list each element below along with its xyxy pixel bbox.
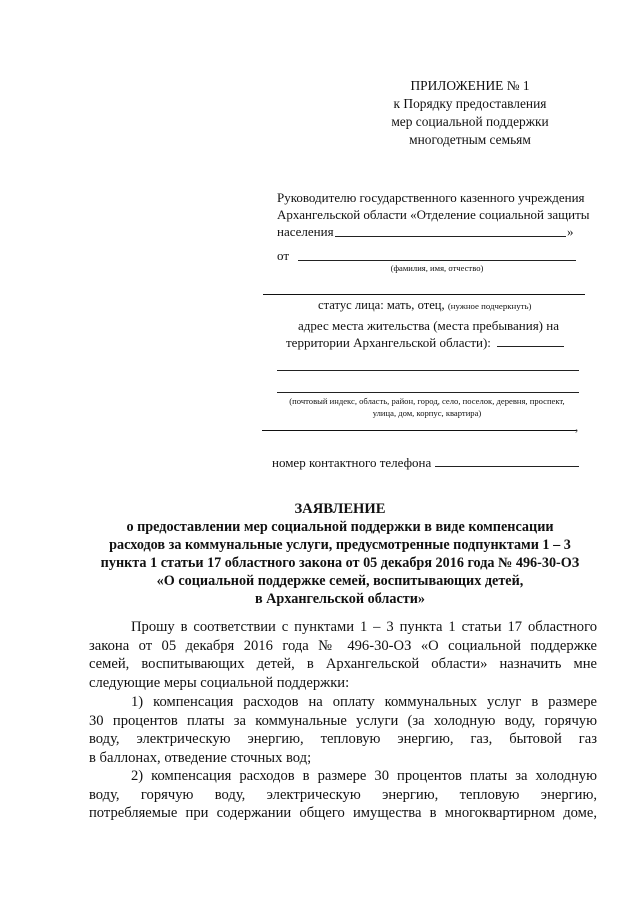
request-paragraph (89, 618, 597, 692)
phone-blank-line[interactable] (435, 466, 579, 467)
appendix-title: ПРИЛОЖЕНИЕ № 1 (410, 78, 530, 93)
heading-line: в Архангельской области» (254, 591, 426, 607)
heading-line: «О социальной поддержке семей, воспитывающих детей, (156, 573, 524, 589)
paragraph-line: 1) компенсация расходов на оплату коммунальных услуг в размере (131, 694, 597, 710)
separator-line (263, 294, 585, 295)
paragraph-line: семей, воспитывающих детей, в Архангельской области» назначить мне (89, 656, 597, 673)
heading-line: о предоставлении мер социальной поддержки в виде компенсации (126, 519, 554, 535)
appendix-line: мер социальной поддержки (391, 114, 549, 129)
paragraph-line: воду, горячую воду, электрическую энергию, тепловую энергию, (89, 786, 597, 803)
address-blank-line[interactable] (497, 346, 564, 347)
address-hint: улица, дом, корпус, квартира) (372, 408, 482, 418)
measure-item-1 (89, 693, 597, 767)
appendix-line: к Порядку предоставления (393, 96, 547, 111)
paragraph-line: следующие меры социальной поддержки: (89, 674, 350, 691)
addressee-line: Руководителю государственного казенного учреждения (277, 190, 585, 205)
paragraph-line: в баллонах, отведение сточных вод; (89, 749, 312, 766)
appendix-line: многодетным семьям (409, 132, 531, 147)
status-hint: (нужное подчеркнуть) (447, 301, 532, 311)
address-label: территории Архангельской области): (286, 335, 491, 350)
paragraph-line: 30 процентов платы за коммунальные услуги (за холодную воду, горячую (89, 712, 597, 729)
address-blank-line[interactable] (277, 392, 579, 393)
phone-label: номер контактного телефона (272, 455, 432, 470)
heading-line: пункта 1 статьи 17 областного закона от 05 декабря 2016 года № 496-30-ОЗ (100, 555, 580, 571)
heading-line: расходов за коммунальные услуги, предусмотренные подпунктами 1 – 3 (109, 537, 571, 553)
full-name-blank-line[interactable] (298, 260, 576, 261)
paragraph-line: воду, электрическую энергию, тепловую энергию, газ, бытовой газ (89, 731, 597, 748)
paragraph-line: 2) компенсация расходов в размере 30 процентов платы за холодную (131, 768, 597, 784)
addressee-institution-label: населения (277, 224, 334, 239)
address-comma: , (575, 419, 579, 434)
paragraph-line: закона от 05 декабря 2016 года № 496-30-ОЗ «О социальной поддержке (89, 637, 597, 654)
status-label[interactable]: статус лица: мать, отец, (318, 298, 445, 312)
document-title: ЗАЯВЛЕНИЕ (294, 501, 386, 517)
paragraph-line: Прошу в соответствии с пунктами 1 – 3 пункта 1 статьи 17 областного (131, 619, 597, 635)
addressee-line: Архангельской области «Отделение социальной защиты (277, 207, 590, 222)
closing-quote: » (567, 224, 574, 239)
address-blank-line[interactable] (262, 430, 576, 431)
from-label: от (277, 248, 290, 263)
measure-item-2 (89, 767, 597, 823)
institution-blank-line[interactable] (335, 236, 566, 237)
paragraph-line: потребляемые при содержании общего имущества в многоквартирном доме, (89, 805, 597, 822)
address-hint: (почтовый индекс, область, район, город, село, поселок, деревня, проспект, (289, 396, 565, 406)
address-blank-line[interactable] (277, 370, 579, 371)
address-label: адрес места жительства (места пребывания) на (298, 318, 559, 333)
full-name-hint: (фамилия, имя, отчество) (390, 263, 484, 273)
status-line (318, 297, 531, 313)
